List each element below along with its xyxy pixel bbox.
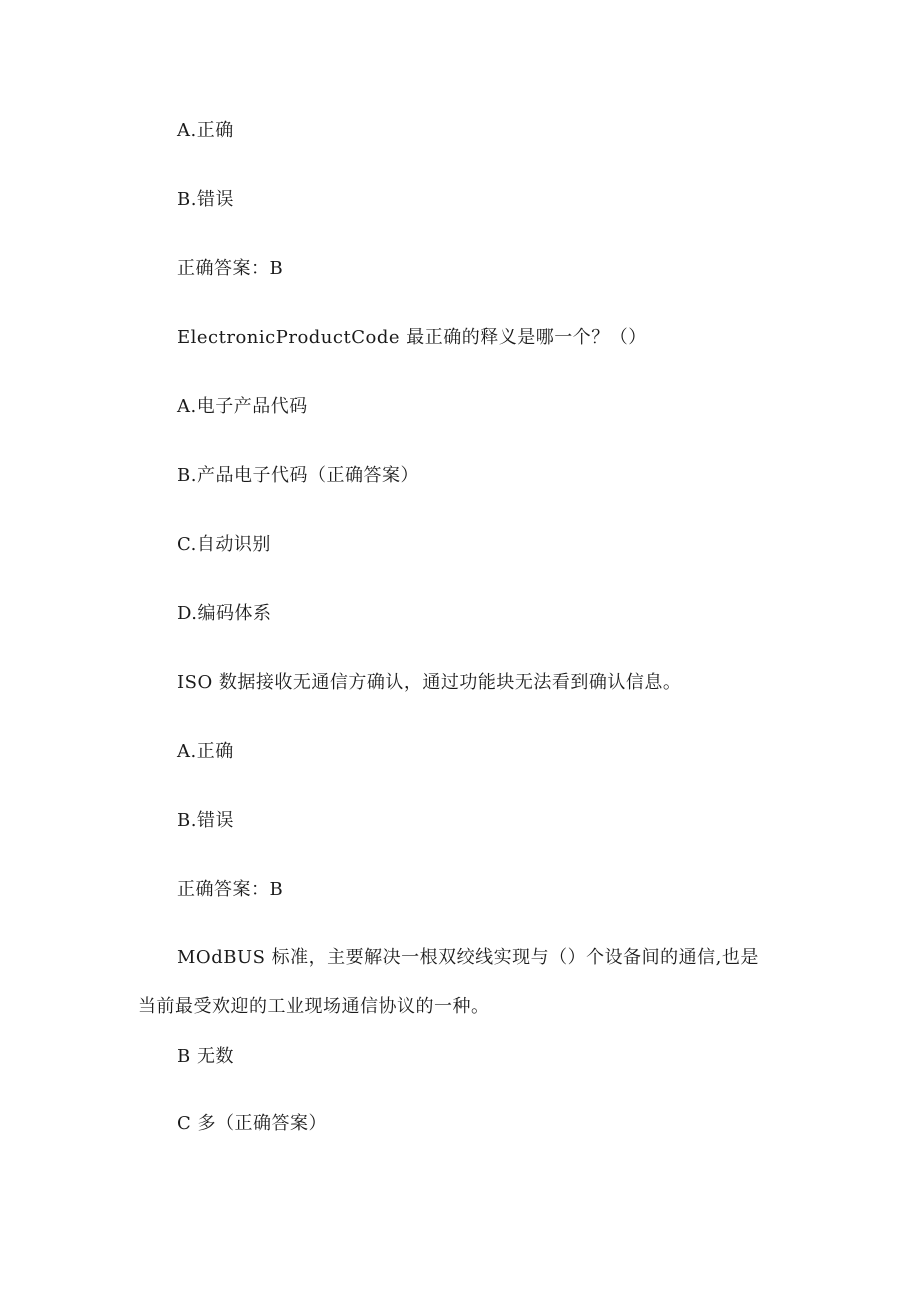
q4-option-c: C 多（正确答案） [177, 1113, 327, 1134]
q1-option-a: A.正确 [177, 120, 234, 141]
q2-option-c: C.自动识别 [177, 534, 271, 555]
q3-option-a: A.正确 [177, 741, 234, 762]
q4-question-line2: 当前最受欢迎的工业现场通信协议的一种。 [138, 996, 490, 1017]
q2-option-d: D.编码体系 [177, 603, 272, 624]
q2-option-b: B.产品电子代码（正确答案） [177, 465, 419, 486]
q3-option-b: B.错误 [177, 810, 234, 831]
q4-question-line1: MOdBUS 标准，主要解决一根双绞线实现与（）个设备间的通信,也是 [177, 947, 759, 968]
q4-option-b: B 无数 [177, 1046, 234, 1067]
q2-option-a: A.电子产品代码 [177, 396, 308, 417]
q3-question: ISO 数据接收无通信方确认，通过功能块无法看到确认信息。 [177, 672, 682, 693]
q1-answer: 正确答案：B [177, 258, 284, 279]
q1-option-b: B.错误 [177, 189, 234, 210]
q3-answer: 正确答案：B [177, 879, 284, 900]
q2-question: ElectronicProductCode 最正确的释义是哪一个？（） [177, 327, 647, 348]
